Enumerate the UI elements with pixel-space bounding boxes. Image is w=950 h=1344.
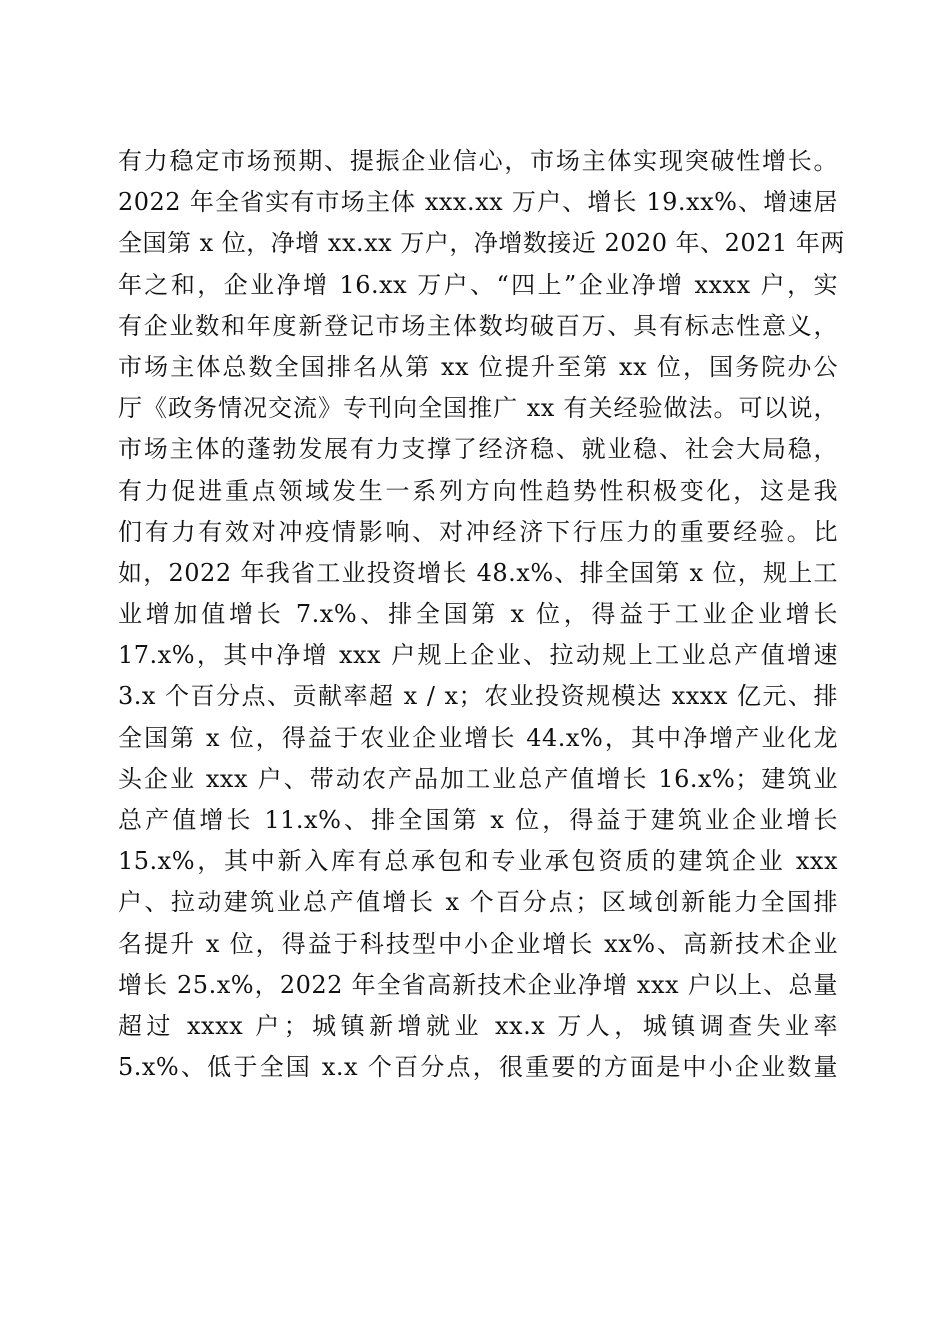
text-line: 市场主体的蓬勃发展有力支撑了经济稳、就业稳、社会大局稳，	[118, 435, 838, 464]
text-line: 有力促进重点领域发生一系列方向性趋势性积极变化，这是我	[118, 476, 838, 505]
text-line: 市场主体总数全国排名从第 xx 位提升至第 xx 位，国务院办公	[118, 352, 838, 381]
text-line: 们有力有效对冲疫情影响、对冲经济下行压力的重要经验。比	[118, 517, 838, 546]
text-line: 2022 年全省实有市场主体 xxx.xx 万户、增长 19.xx%、增速居	[118, 188, 838, 217]
text-line: 超过 xxxx 户；城镇新增就业 xx.x 万人，城镇调查失业率	[118, 1011, 838, 1040]
text-line: 全国第 x 位，得益于农业企业增长 44.x%，其中净增产业化龙	[118, 723, 838, 752]
text-line: 增长 25.x%，2022 年全省高新技术企业净增 xxx 户以上、总量	[118, 970, 838, 999]
text-line: 3.x 个百分点、贡献率超 x / x；农业投资规模达 xxxx 亿元、排	[118, 682, 838, 711]
text-line: 17.x%，其中净增 xxx 户规上企业、拉动规上工业总产值增速	[118, 641, 838, 670]
text-line: 有企业数和年度新登记市场主体数均破百万、具有标志性意义，	[118, 311, 838, 340]
text-line: 厅《政务情况交流》专刊向全国推广 xx 有关经验做法。可以说，	[118, 394, 838, 423]
text-line: 5.x%、低于全国 x.x 个百分点，很重要的方面是中小企业数量	[118, 1053, 838, 1082]
text-line: 业增加值增长 7.x%、排全国第 x 位，得益于工业企业增长	[118, 600, 838, 629]
text-line: 户、拉动建筑业总产值增长 x 个百分点；区域创新能力全国排	[118, 888, 838, 917]
body-paragraph	[118, 141, 845, 1088]
text-line: 名提升 x 位，得益于科技型中小企业增长 xx%、高新技术企业	[118, 929, 838, 958]
text-line: 头企业 xxx 户、带动农产品加工业总产值增长 16.x%；建筑业	[118, 764, 838, 793]
text-line: 有力稳定市场预期、提振企业信心，市场主体实现突破性增长。	[118, 147, 838, 175]
text-line: 年之和，企业净增 16.xx 万户、“四上”企业净增 xxxx 户，实	[118, 270, 838, 299]
text-line: 总产值增长 11.x%、排全国第 x 位，得益于建筑业企业增长	[118, 806, 838, 834]
text-line: 15.x%，其中新入库有总承包和专业承包资质的建筑企业 xxx	[118, 847, 838, 876]
text-line: 全国第 x 位，净增 xx.xx 万户，净增数接近 2020 年、2021 年两	[118, 229, 845, 258]
text-line: 如，2022 年我省工业投资增长 48.x%、排全国第 x 位，规上工	[118, 558, 838, 587]
